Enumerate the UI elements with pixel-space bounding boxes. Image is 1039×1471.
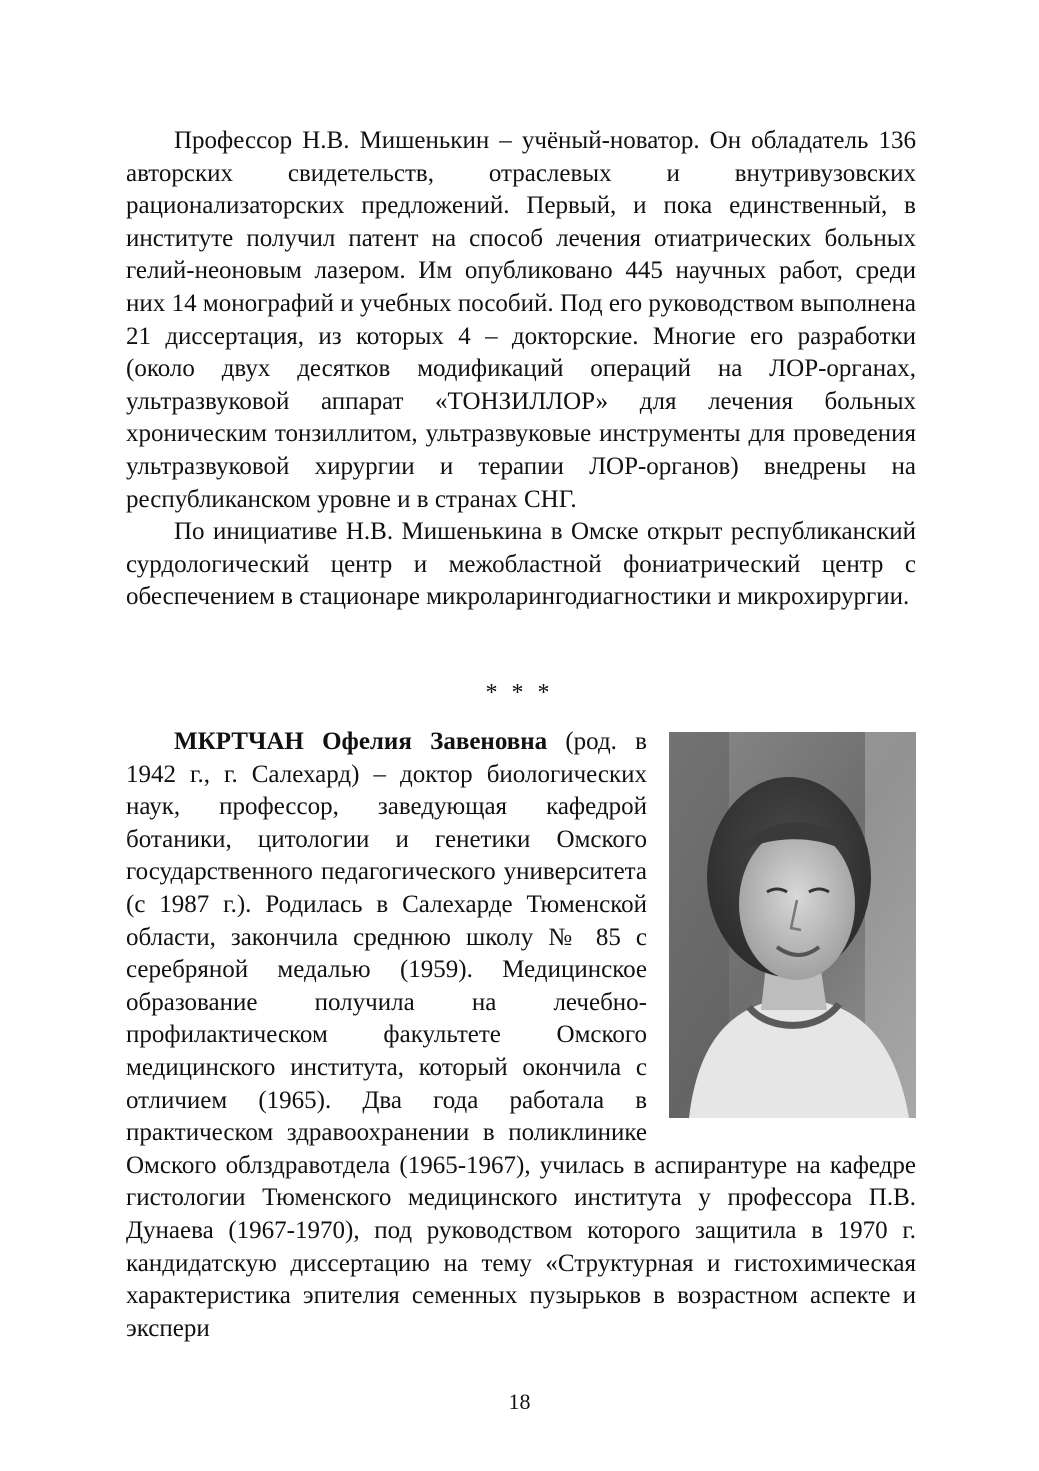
portrait-photo-icon (669, 732, 916, 1118)
section-separator: * * * (485, 680, 554, 706)
page-number: 18 (508, 1389, 531, 1414)
biography-text: (род. в 1942 г., г. Салехард) – доктор биологических наук, профессор, заведующая кафедрой ботаники, цитологии и генетики Омского государственного педагогического университета (с 1987 г.). Родилась в Салехарде Тюменской области, закончила среднюю школу № 85 с серебряной медалью (1959). Медицинское образование получила на лечебно-профилактическом факультете Омского медицинского института, который окончила с отличием (1965). Два года работала в практическом здравоохранении в поликлинике Омского облздравотдела (1965-1967), училась в аспирантуре на кафедре гистологии Тюменского медицинского института у профессора П.В. Дунаева (1967-1970), под руководством которого защитила в 1970 г. кандидатскую диссертацию на тему «Структурная и гистохимическая характеристика эпителия семенных пузырьков в возрастном аспекте и экспери (126, 728, 916, 1342)
paragraph: По инициативе Н.В. Мишенькина в Омске открыт республиканский сурдологический центр и межобластной фониатрический центр с обеспечением в стационаре микроларингодиагностики и микрохирургии. (126, 518, 916, 611)
biography-section (126, 726, 916, 1345)
top-text-block (126, 125, 916, 614)
portrait-photo (669, 732, 916, 1118)
paragraph: Профессор Н.В. Мишенькин – учёный-новатор. Он обладатель 136 авторских свидетельств, отраслевых и внутривузовских рационализаторских предложений. Первый, и пока единственный, в институте получил патент на способ лечения отиатрических больных гелий-неоновым лазером. Им опубликовано 445 научных работ, среди них 14 монографий и учебных пособий. Под его руководством выполнена 21 диссертация, из которых 4 – докторские. Многие его разработки (около двух десятков модификаций операций на ЛОР-органах, ультразвуковой аппарат «ТОНЗИЛЛОР» для лечения больных хроническим тонзиллитом, ультразвуковые инструменты для проведения ультразвуковой хирургии и терапии ЛОР-органов) внедрены на республиканском уровне и в странах СНГ. (126, 127, 916, 513)
person-name: МКРТЧАН Офелия Завеновна (174, 728, 548, 755)
